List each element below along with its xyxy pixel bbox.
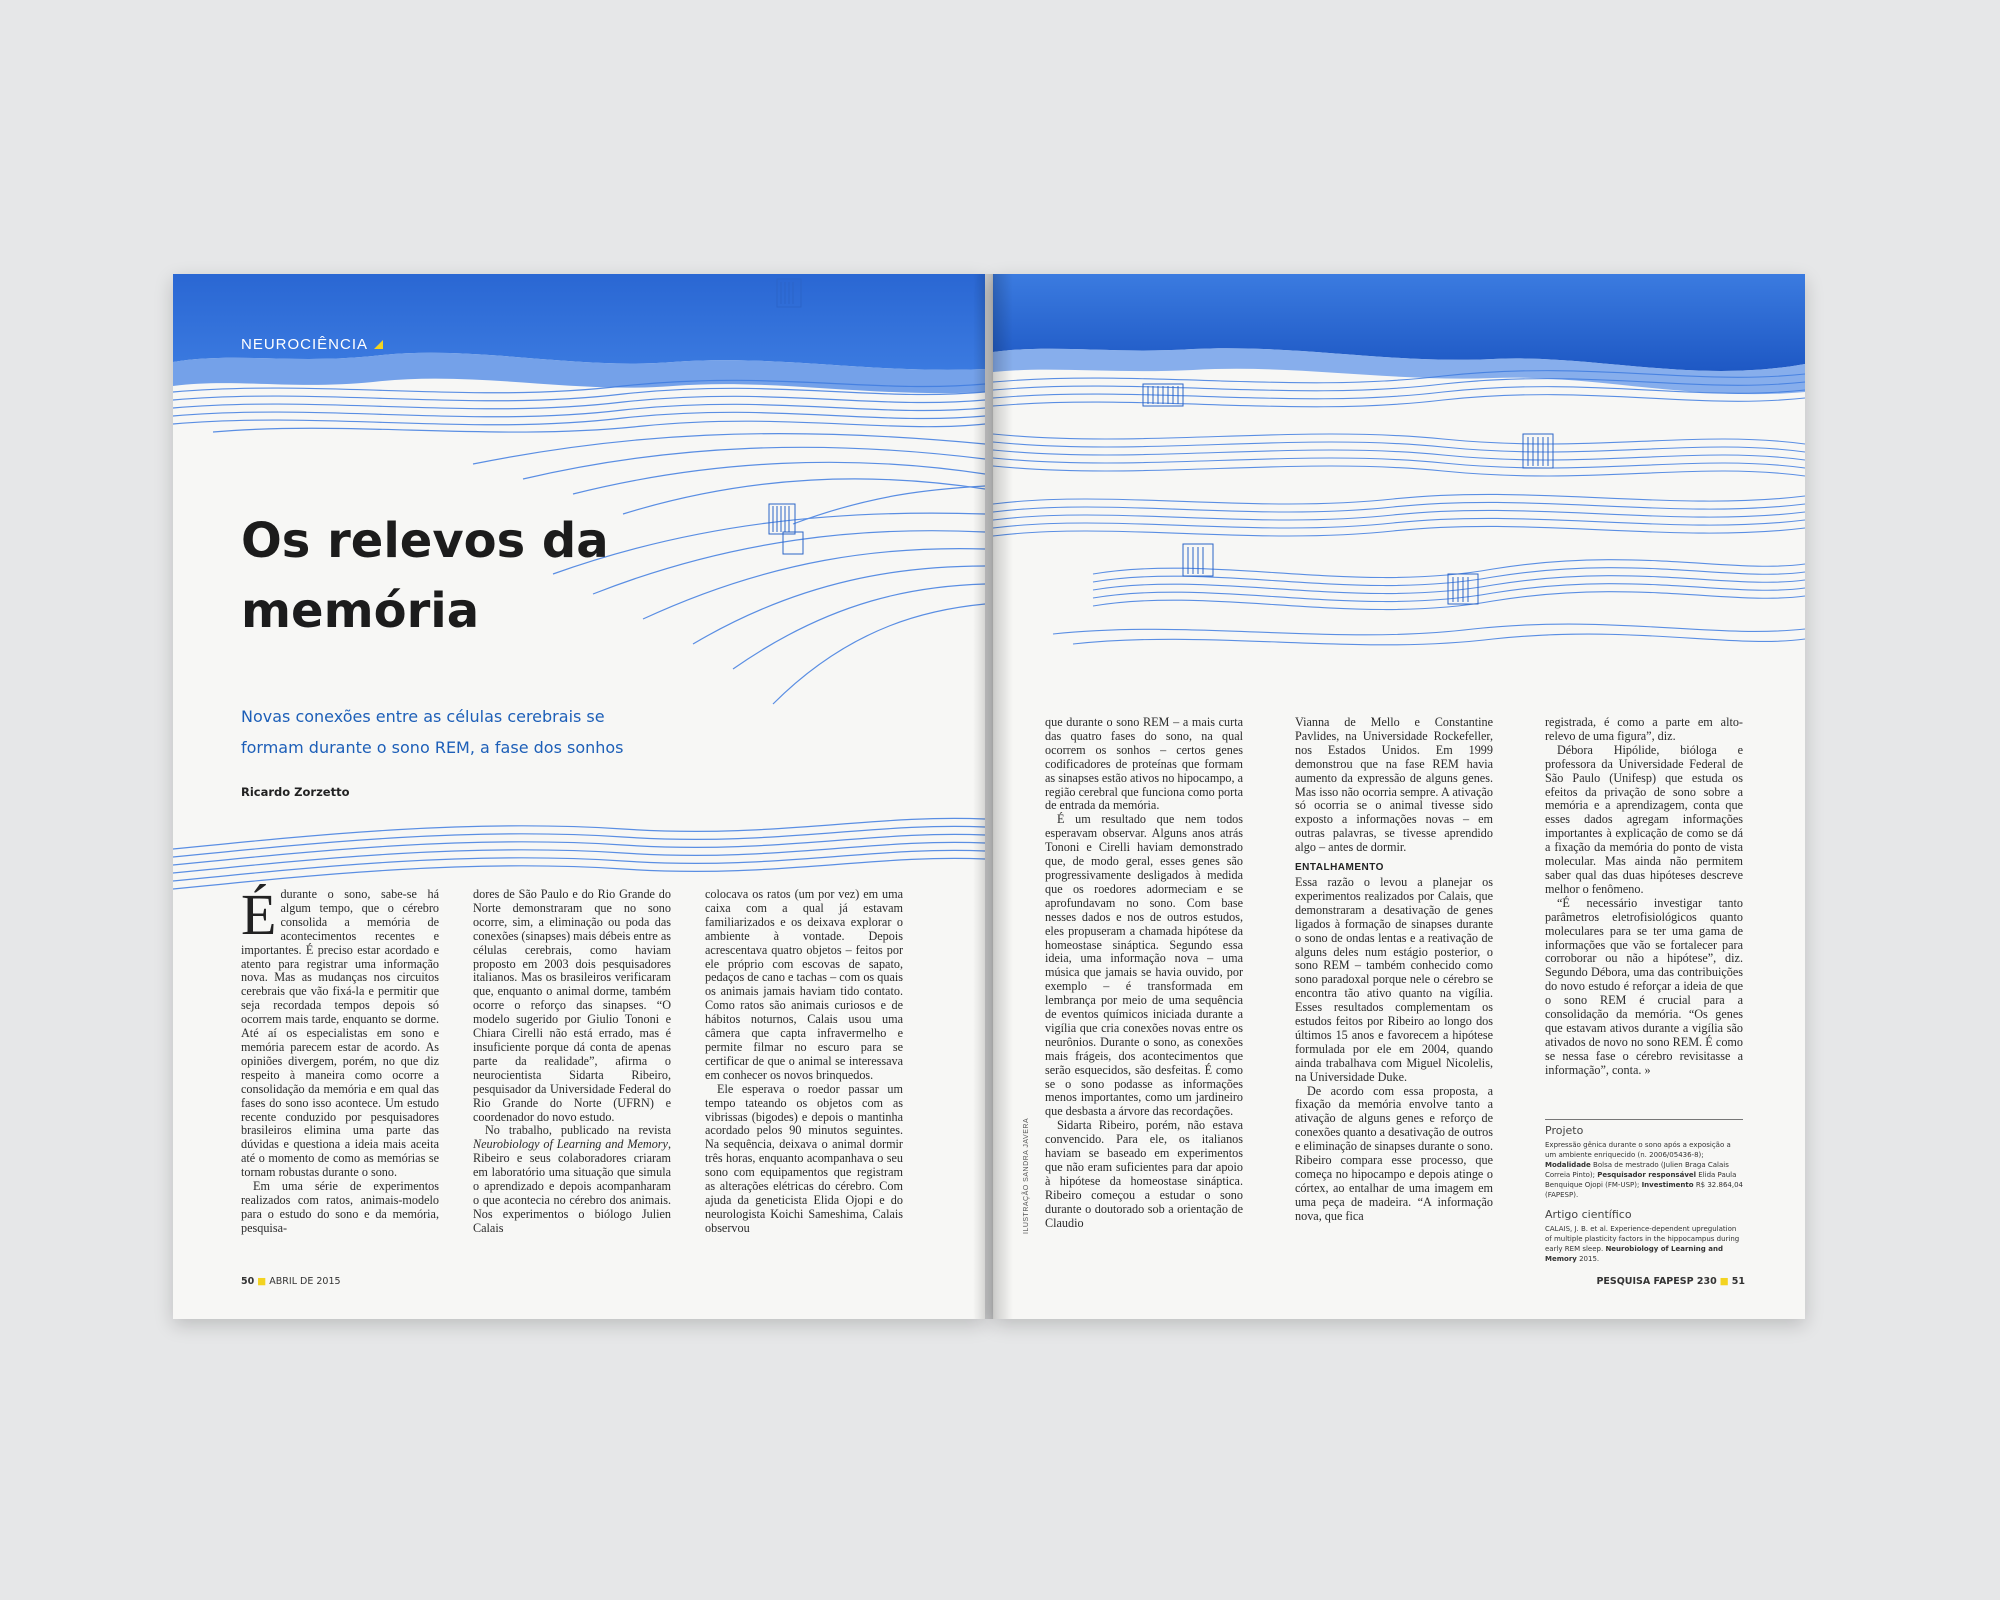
paragraph: Em uma série de experimentos realizados com ratos, animais-modelo para o estudo do sono e da memória, pesquisa- bbox=[241, 1179, 439, 1235]
paragraph: que durante o sono REM – a mais curta das quatro fases do sono, na qual ocorrem os sonhos – certos genes codificadores de proteínas que formam as sinapses estão ativos no hipocampo, a região cerebral que funciona como porta de entrada da memória. bbox=[1045, 715, 1244, 813]
sidebar-article-text bbox=[1545, 1224, 1743, 1264]
right-column-3 bbox=[1545, 716, 1743, 1078]
paragraph: Débora Hipólide, bióloga e professora da Universidade Federal de São Paulo (Unifesp) que estuda os efeitos da privação de sono sobre a memória e a aprendizagem, conta que esses dados agregam informações importantes à explicação de como se dá a fixação da memória do ponto de vista molecular. Mas ainda não permitem saber qual das duas hipóteses descreve melhor o fenômeno. bbox=[1545, 742, 1743, 896]
triangle-icon bbox=[374, 340, 383, 349]
modalidade-label: Modalidade bbox=[1545, 1161, 1591, 1169]
right-page bbox=[993, 274, 1805, 1319]
text-run: No trabalho, publicado na revista bbox=[485, 1123, 671, 1138]
divider bbox=[1545, 1119, 1743, 1120]
right-column-2 bbox=[1295, 716, 1493, 1224]
headline bbox=[241, 506, 761, 646]
paragraph: dores de São Paulo e do Rio Grande do Norte demonstraram que no sono ocorre, sim, a eliminação ou poda das conexões (sinapses) mais débeis entre as células cerebrais, como haviam proposto em 2003 dois pesquisadores italianos. Mas os brasileiros verificaram que, enquanto o animal dorme, também ocorre o reforço das sinapses. “O modelo sugerido por Giulio Tononi e Chiara Cirelli não está errado, mas é insuficiente porque dá conta de apenas parte da realidade”, afirma o neurocientista Sidarta Ribeiro, pesquisador da Universidade Federal do Rio Grande do Norte (UFRN) e coordenador do novo estudo. bbox=[473, 887, 671, 1124]
sidebar-label-artigo: Artigo científico bbox=[1545, 1208, 1632, 1221]
investimento-text: R$ 32.864,04 (FAPESP). bbox=[1545, 1181, 1743, 1199]
text-run: , Ribeiro e seus colaboradores criaram em laboratório uma situação que simula o aprendizado e depois acompanharam o que acontecia no cérebro dos animais. Nos experimentos o biólogo Julien Calais bbox=[473, 1137, 671, 1235]
deck-line-2: formam durante o sono REM, a fase dos sonhos bbox=[241, 738, 624, 757]
paragraph: É um resultado que nem todos esperavam observar. Alguns anos atrás Tononi e Cirelli haviam demonstrado que, de modo geral, esses genes são progressivamente desligados à medida que os roedores adormeciam e se aprofundavam no sono. Com base nesses dados e nos de outros estudos, eles propuseram a chamada hipótese da homeostase sináptica. Segundo essa ideia, uma informação nova – uma música que jamais se havia ouvido, por exemplo – é transformada em lembrança por meio de uma sequência de eventos químicos iniciada durante a vigília que cria conexões novas entre os neurônios. Durante o sono, as conexões mais frágeis, dos acontecimentos que serão esquecidos, são desfeitas. É como se o sono podasse as informações menos importantes, como um jardineiro que desbasta a árvore das recordações. bbox=[1045, 812, 1243, 1119]
paragraph: Essa razão o levou a planejar os experimentos realizados por Calais, que demonstraram a desativação de genes ligados à formação de sinapses durante o sono de ondas lentas e a reativação de alguns deles num estágio posterior, o sono REM – também conhecido como sono paradoxal porque nele o cérebro se encontra tão ativo quanto na vigília. Esses resultados complementam os estudos feitos por Ribeiro ao longo dos últimos 15 anos e favorecem a hipótese formulada por ele em 2004, quando ainda trabalhava com Miguel Nicolelis, na Universidade Duke. bbox=[1295, 874, 1493, 1084]
right-column-1 bbox=[1045, 716, 1243, 1231]
pesquisador-text: Elida Paula Benquique Ojopi (FM-USP); bbox=[1545, 1171, 1737, 1189]
left-column-2 bbox=[473, 888, 671, 1236]
paragraph: “É necessário investigar tanto parâmetros eletrofisiológicos quanto moleculares para se ter uma gama de informações que vão se fortalecer para corroborar ou não a hipótese”, diz. Segundo Débora, uma das contribuições do novo estudo é reforçar a ideia de que o sono REM é crucial para a consolidação da memória. “Os genes que estavam ativos durante a vigília são ativados de novo no sono REM. É como se nessa fase o cérebro revisitasse a informação”, conta. » bbox=[1545, 895, 1743, 1077]
paragraph: De acordo com essa proposta, a fixação da memória envolve tanto a ativação de alguns genes e reforço de conexões quanto a desativação de outros e eliminação de sinapses durante o sono. Ribeiro compara esse processo, que começa no hipocampo e depois atinge o córtex, ao entalhar de uma imagem em uma peça de madeira. “A informação nova, que fica bbox=[1295, 1083, 1493, 1223]
sidebar-project-text bbox=[1545, 1140, 1743, 1200]
investimento-label: Investimento bbox=[1641, 1181, 1694, 1189]
paragraph bbox=[473, 1124, 671, 1235]
article-year: 2015. bbox=[1579, 1255, 1600, 1263]
byline: Ricardo Zorzetto bbox=[241, 785, 350, 799]
paragraph: Sidarta Ribeiro, porém, não estava convencido. Para ele, os italianos haviam se baseado em experimentos que não eram suficientes para dar apoio à hipótese da homeostase sináptica. Ribeiro começou a estudar o sono durante o doutorado sob a orientação de Claudio bbox=[1045, 1118, 1243, 1230]
article-citation: CALAIS, J. B. et al. Experience-dependent upregulation of multiple plasticity factors in the hippocampus during early REM sleep. bbox=[1545, 1225, 1740, 1253]
left-column-1 bbox=[241, 882, 439, 1236]
illustration-credit: ILUSTRAÇÃO SANDRA JAVERA bbox=[1023, 1117, 1030, 1234]
left-page bbox=[173, 274, 985, 1319]
separator-icon: ■ bbox=[257, 1276, 267, 1287]
magazine-spread bbox=[173, 262, 1825, 1327]
magazine-name: PESQUISA FAPESP 230 bbox=[1596, 1276, 1717, 1287]
paragraph: durante o sono, sabe-se há algum tempo, que o cérebro consolida a memória de acontecimentos recentes e importantes. É preciso estar acordado e atento para registrar uma informação nova. Mas as mudanças nos circuitos cerebrais que vão fixá-la e permitir que seja recordada tempos depois só ocorrem mais tarde, enquanto se dorme. Até aí os especialistas em sono e memória parecem estar de acordo. As opiniões divergem, porém, no que diz respeito à maneira como ocorre a consolidação da memória e em qual das fases do sono isso acontece. Um estudo recente conduzido por pesquisadores brasileiros elimina uma parte das dúvidas e questiona a ideia mais aceita até o momento de como as memórias se tornam robustas durante o sono. bbox=[241, 887, 439, 1180]
section-label: NEUROCIÊNCIA bbox=[241, 336, 369, 353]
deck-line-1: Novas conexões entre as células cerebrais se bbox=[241, 707, 605, 726]
section-tag bbox=[241, 336, 383, 353]
journal-name: Neurobiology of Learning and Memory bbox=[473, 1137, 668, 1152]
spine-shadow bbox=[973, 274, 1013, 1319]
deck bbox=[241, 701, 711, 763]
drop-cap: É bbox=[241, 882, 277, 947]
issue-date: ABRIL DE 2015 bbox=[269, 1276, 341, 1287]
headline-line-2: memória bbox=[241, 583, 480, 639]
page-number: 51 bbox=[1731, 1276, 1745, 1287]
modalidade-text: Bolsa de mestrado (Julien Braga Calais Correia Pinto); bbox=[1545, 1161, 1729, 1179]
sidebar-label-projeto: Projeto bbox=[1545, 1124, 1584, 1137]
headline-line-1: Os relevos da bbox=[241, 513, 609, 569]
left-folio bbox=[241, 1276, 341, 1287]
paragraph: colocava os ratos (um por vez) em uma caixa com a qual já estavam familiarizados e os deixava explorar o ambiente à vontade. Depois acrescentava quatro objetos – feitos por ele próprio com escovas de sapato, pedaços de cano e tachas – com os quais os animais jamais haviam tido contato. Como ratos são animais curiosos e de hábitos noturnos, Calais usou uma câmera que capta infravermelho e permite filmar no escuro para se certificar de que o animal se interessava em conhecer os novos brinquedos. bbox=[705, 887, 903, 1082]
article-journal: Neurobiology of Learning and Memory bbox=[1545, 1245, 1723, 1263]
project-title: Expressão gênica durante o sono após a exposição a um ambiente enriquecido (n. 2006/05436-8); bbox=[1545, 1141, 1731, 1159]
paragraph: Vianna de Mello e Constantine Pavlides, na Universidade Rockefeller, nos Estados Unidos. Em 1999 demonstrou que na fase REM havia aumento da expressão de alguns genes. Mas isso não ocorria sempre. A ativação só ocorria se o animal tivesse sido exposto a informações novas – em outras palavras, se tivesse aprendido algo – antes de dormir. bbox=[1295, 715, 1493, 855]
pesquisador-label: Pesquisador responsável bbox=[1597, 1171, 1697, 1179]
left-column-3 bbox=[705, 888, 903, 1236]
paragraph: Ele esperava o roedor passar um tempo tateando os objetos com as vibrissas (bigodes) e depois o mantinha acordado pelos 90 minutos seguintes. Na sequência, deixava o animal dormir três horas, enquanto acompanhava o seu sono com equipamentos que registram as alterações elétricas do cérebro. Com ajuda da geneticista Elida Ojopi e do neurologista Koichi Sameshima, Calais observou bbox=[705, 1081, 903, 1235]
page-number: 50 bbox=[241, 1276, 255, 1287]
right-folio bbox=[1596, 1276, 1745, 1287]
separator-icon: ■ bbox=[1719, 1276, 1729, 1287]
subhead: ENTALHAMENTO bbox=[1295, 862, 1384, 874]
paragraph: registrada, é como a parte em alto-relevo de uma figura”, diz. bbox=[1545, 715, 1743, 743]
project-sidebar bbox=[1545, 1119, 1743, 1264]
